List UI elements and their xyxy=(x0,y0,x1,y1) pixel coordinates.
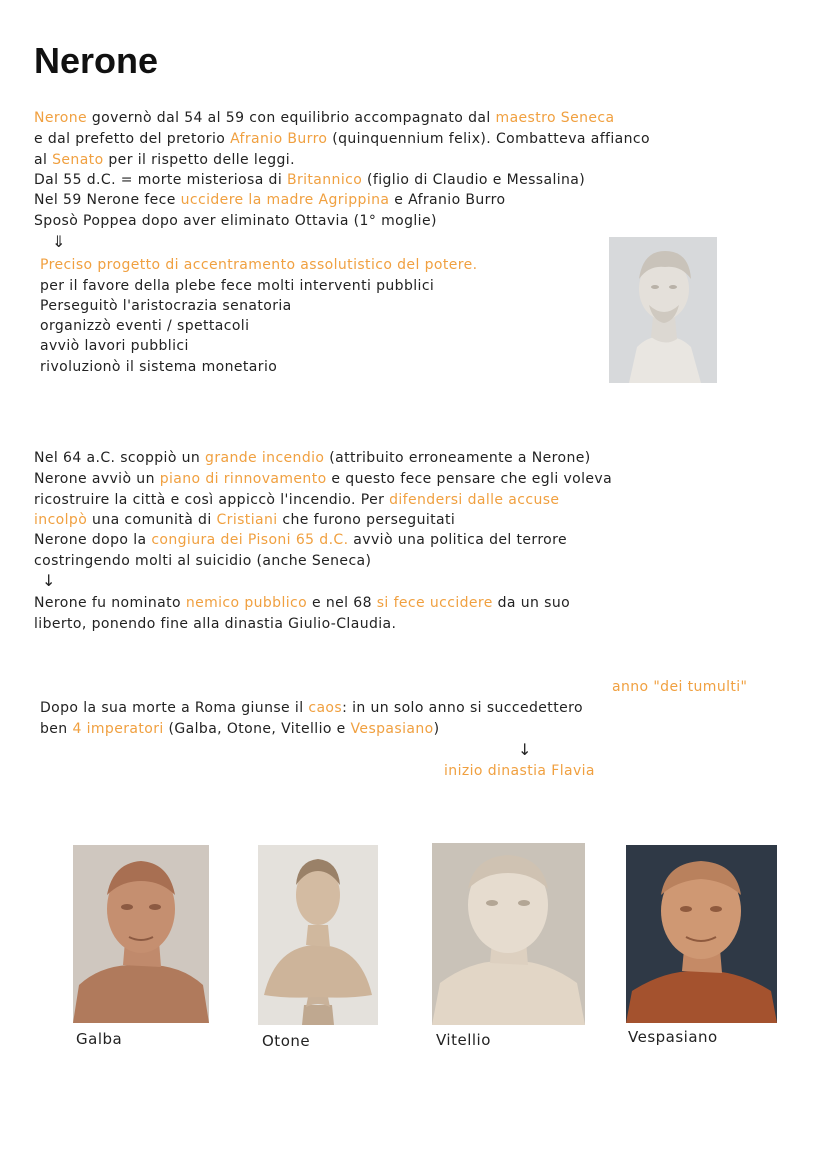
otone-caption: Otone xyxy=(262,1032,311,1050)
vitellio-bust-image xyxy=(432,843,585,1025)
hl-britannico: Britannico xyxy=(286,172,363,188)
p3-text: ben xyxy=(40,721,73,737)
p3-line2 xyxy=(40,719,440,739)
hl-difendersi: difendersi dalle accuse xyxy=(389,492,560,508)
galba-caption: Galba xyxy=(76,1030,123,1048)
p1-text: al xyxy=(34,152,53,168)
down-arrow-icon: ⇓ xyxy=(52,232,66,251)
hl-imperatori: 4 imperatori xyxy=(72,721,164,737)
p2-text: avviò una politica del terrore xyxy=(348,532,567,548)
p1-text: Nel 59 Nerone fece xyxy=(34,192,181,208)
p2-text: Nerone fu nominato xyxy=(34,595,186,611)
p1-text: e Afranio Burro xyxy=(389,192,506,208)
p2-line8: liberto, ponendo fine alla dinastia Giulio-Claudia. xyxy=(34,616,397,632)
p1-text: per il rispetto delle leggi. xyxy=(103,152,295,168)
p1-line4 xyxy=(34,170,585,190)
otone-bust-image xyxy=(258,845,378,1025)
hl-senato: Senato xyxy=(52,152,104,168)
hl-caos: caos xyxy=(308,700,343,716)
p2-text: Nerone avviò un xyxy=(34,471,160,487)
hl-uccidere: si fece uccidere xyxy=(376,595,493,611)
p1-line2 xyxy=(34,129,650,149)
vespasiano-bust-image xyxy=(626,845,777,1023)
hl-seneca: maestro Seneca xyxy=(495,110,615,126)
p3-text: : in un solo anno si succedettero xyxy=(342,700,583,716)
p2-line2 xyxy=(34,469,612,489)
p2-line6: costringendo molti al suicidio (anche Seneca) xyxy=(34,553,372,569)
hl-rinnovamento: piano di rinnovamento xyxy=(159,471,327,487)
hl-burro: Afranio Burro xyxy=(230,131,328,147)
hl-incolpo: incolpò xyxy=(34,512,88,528)
nerone-bust-image xyxy=(609,237,717,383)
p2-line5 xyxy=(34,530,567,550)
hl-agrippina: uccidere la madre Agrippina xyxy=(180,192,390,208)
vitellio-caption: Vitellio xyxy=(436,1031,491,1049)
page-title: Nerone xyxy=(34,40,159,81)
p3-text: ) xyxy=(433,721,440,737)
vespasiano-caption: Vespasiano xyxy=(628,1028,718,1046)
p3-note: anno "dei tumulti" xyxy=(612,679,748,695)
p2-line4 xyxy=(34,510,455,530)
p1-text: (figlio di Claudio e Messalina) xyxy=(362,172,586,188)
p2-text: Nel 64 a.C. scoppiò un xyxy=(34,450,206,466)
hl-incendio: grande incendio xyxy=(205,450,325,466)
hl-cristiani: Cristiani xyxy=(216,512,278,528)
p1-line6: Sposò Poppea dopo aver eliminato Ottavia (1° moglie) xyxy=(34,213,437,229)
p3-text: (Galba, Otone, Vitellio e xyxy=(163,721,351,737)
p1-line7: Preciso progetto di accentramento assolutistico del potere. xyxy=(40,257,478,273)
p2-text: e questo fece pensare che egli voleva xyxy=(326,471,613,487)
p2-text: che furono perseguitati xyxy=(277,512,456,528)
p1-line3 xyxy=(34,150,295,170)
p2-text: (attribuito erroneamente a Nerone) xyxy=(324,450,591,466)
hl-congiura: congiura dei Pisoni 65 d.C. xyxy=(151,532,349,548)
p1-line10: organizzò eventi / spettacoli xyxy=(40,318,250,334)
p2-line3 xyxy=(34,490,559,510)
p2-text: Nerone dopo la xyxy=(34,532,152,548)
galba-bust-image xyxy=(73,845,209,1023)
p1-text: e dal prefetto del pretorio xyxy=(34,131,231,147)
p1-line5 xyxy=(34,190,505,210)
p1-line9: Perseguitò l'aristocrazia senatoria xyxy=(40,298,292,314)
p2-line7 xyxy=(34,593,570,613)
hl-nemico: nemico pubblico xyxy=(185,595,308,611)
p1-line1 xyxy=(34,108,614,128)
p2-text: da un suo xyxy=(492,595,571,611)
hl-vespasiano: Vespasiano xyxy=(350,721,434,737)
p2-text: e nel 68 xyxy=(307,595,377,611)
hl-nerone: Nerone xyxy=(34,110,87,126)
p3-line1 xyxy=(40,698,583,718)
p3-line3: inizio dinastia Flavia xyxy=(444,763,595,779)
p3-text: Dopo la sua morte a Roma giunse il xyxy=(40,700,309,716)
down-arrow-icon: ↓ xyxy=(42,571,56,590)
p2-line1 xyxy=(34,448,591,468)
p1-line8: per il favore della plebe fece molti interventi pubblici xyxy=(40,278,435,294)
p1-text: governò dal 54 al 59 con equilibrio accompagnato dal xyxy=(87,110,496,126)
down-arrow-icon: ↓ xyxy=(518,740,532,759)
p2-text: ricostruire la città e così appiccò l'incendio. Per xyxy=(34,492,390,508)
p1-text: Dal 55 d.C. = morte misteriosa di xyxy=(34,172,287,188)
p2-text: una comunità di xyxy=(87,512,217,528)
p1-line12: rivoluzionò il sistema monetario xyxy=(40,359,278,375)
p1-line11: avviò lavori pubblici xyxy=(40,338,189,354)
p1-text: (quinquennium felix). Combatteva affianco xyxy=(327,131,650,147)
